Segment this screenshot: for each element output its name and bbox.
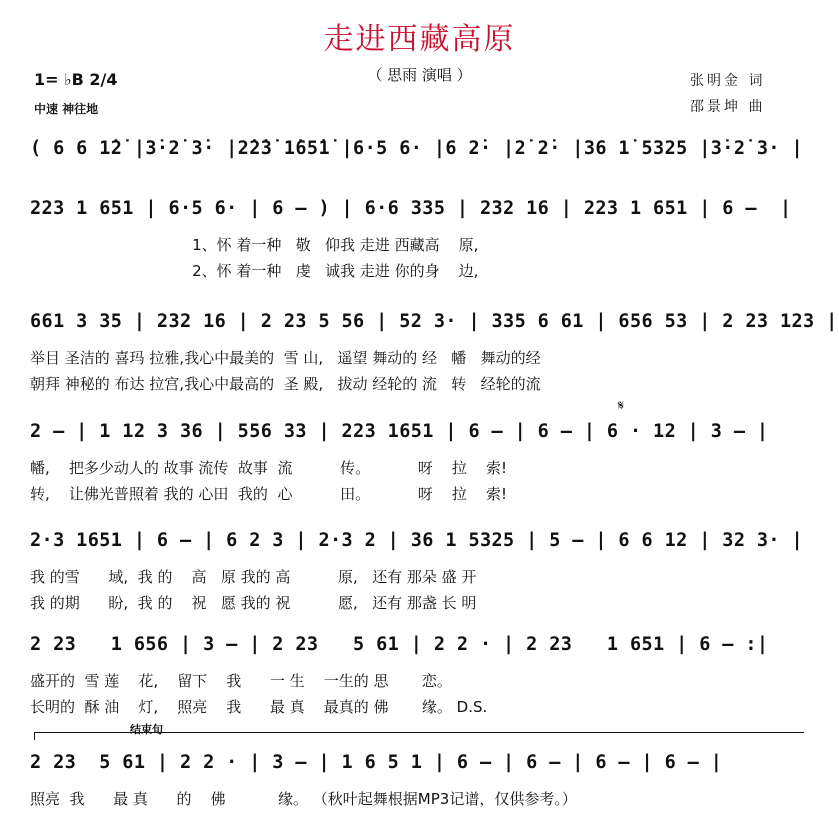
notation-row: 661 3 35 | 232 16 | 2 23 5 56 | 52 3· | 335 6 61 | 656 53 | 2 23 123 | [30, 311, 838, 332]
ending-bracket [34, 732, 804, 733]
lyrics-verse-2: 我 的期 盼, 我 的 祝 愿 我的 祝 愿, 还有 那盏 长 明 [30, 594, 477, 612]
segno-sign: 𝄋 [618, 398, 625, 414]
lyrics-verse-1: 1、怀 着一种 敬 仰我 走进 西藏高 原, [30, 236, 479, 254]
notation-row: 2 23 5 61 | 2 2 · | 3 – | 1 6 5 1 | 6 – | 6 – | 6 – | 6 – | [30, 752, 723, 773]
lyrics-verse-2: 2、怀 着一种 虔 诚我 走进 你的身 边, [30, 262, 479, 280]
tempo-marking: 中速 神往地 [34, 102, 99, 116]
singer-credit: （ 思雨 演唱 ） [367, 66, 472, 84]
notation-row: ( 6 6 1̇2̇ |3̇·2̇ 3̇· |2̇2̇3̇ 1̇65̇1̇ |6·5 6· |6 2̇· |2̇ 2̇· |36 1̇ 5325 |3̇·2̇ 3· | [30, 138, 804, 159]
key-signature: 1= ♭B 2/4 [34, 70, 118, 89]
ending-label: 结束句 [130, 723, 163, 736]
lyricist-credit: 张明金 词 [690, 73, 766, 89]
lyrics-verse-2: 长明的 酥 油 灯, 照亮 我 最 真 最真的 佛 缘。 D.S. [30, 698, 488, 716]
song-title: 走进西藏高原 [323, 22, 516, 57]
lyrics-verse-2: 朝拜 神秘的 布达 拉宫,我心中最高的 圣 殿, 拔动 经轮的 流 转 经轮的流 [30, 375, 541, 393]
notation-row: 2·3 1651 | 6 – | 6 2 3 | 2·3 2 | 36 1 5325 | 5 – | 6 6 12 | 32 3· | [30, 530, 804, 551]
lyrics-verse-1: 我 的雪 域, 我 的 高 原 我的 高 原, 还有 那朵 盛 开 [30, 568, 477, 586]
composer-credit: 邵景坤 曲 [690, 99, 766, 115]
lyrics-verse-1: 盛开的 雪 莲 花, 留下 我 一 生 一生的 思 恋。 [30, 672, 452, 690]
lyrics-verse-1: 举目 圣洁的 喜玛 拉雅,我心中最美的 雪 山, 遥望 舞动的 经 幡 舞动的经 [30, 349, 541, 367]
ending-bracket-hook [34, 732, 35, 740]
lyrics-verse-2: 转, 让佛光普照着 我的 心田 我的 心 田。 呀 拉 索! [30, 485, 507, 503]
lyrics-verse-1: 幡, 把多少动人的 故事 流传 故事 流 传。 呀 拉 索! [30, 459, 507, 477]
lyrics-verse-1: 照亮 我 最 真 的 佛 缘。 （秋叶起舞根据MP3记谱，仅供参考。） [30, 790, 577, 808]
notation-row: 2 23 1 656 | 3 – | 2 23 5 61 | 2 2 · | 2 23 1 651 | 6 – :| [30, 634, 769, 655]
notation-row: 2 – | 1 12 3 36 | 556 33 | 223 1651 | 6 – | 6 – | 6 · 12 | 3 – | [30, 421, 769, 442]
notation-row: 223 1 651 | 6·5 6· | 6 – ) | 6·6 335 | 232 16 | 223 1 651 | 6 – | [30, 198, 792, 219]
